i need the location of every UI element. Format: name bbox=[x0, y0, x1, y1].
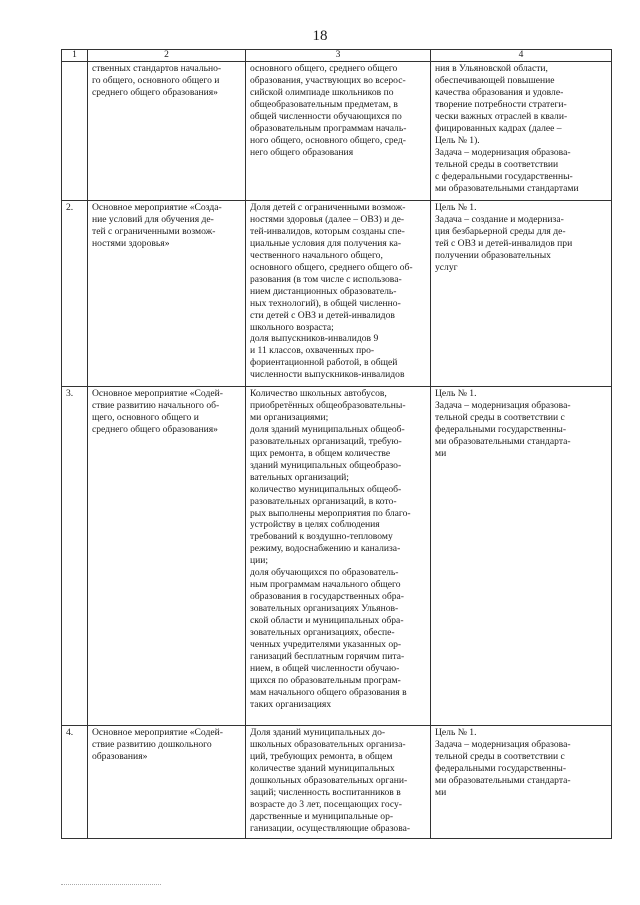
table-header-row bbox=[62, 50, 612, 62]
goals-cell bbox=[431, 387, 612, 726]
goals-text: Цель № 1. Задача – модернизация образова- тельной среды в соответствии с федеральными государственны- ми образовательными стандарта- ми bbox=[435, 388, 571, 459]
indicators-text: основного общего, среднего общего образования, участвующих во всерос- сийской олимпиаде школьников по общеобразовательным предметам, в общей численности обучающихся по образовательным программам началь- ного общего, основного общего, сред- него общего образования bbox=[250, 63, 407, 158]
indicators-cell bbox=[246, 387, 431, 726]
goals-text: ния в Ульяновской области, обеспечивающей повышение качества образования и удовле- творение потребности стратеги- чески важных отраслей в квали- фицированных кадрах (далее – Цель № 1). Задача – модернизация образова- тельной среды в соответствии с федеральными государственны- ми образовательными стандартами bbox=[435, 63, 579, 194]
event-text: Основное мероприятие «Содей- ствие развитию дошкольного образования» bbox=[92, 727, 223, 762]
row-number-cell bbox=[62, 62, 88, 201]
program-events-table bbox=[61, 49, 612, 839]
goals-cell bbox=[431, 726, 612, 839]
column-header: 3 bbox=[246, 50, 431, 62]
goals-text: Цель № 1. Задача – создание и модерниза- ция безбарьерной среды для де- тей с ОВЗ и детей-инвалидов при получении образовательных услуг bbox=[435, 202, 573, 273]
row-number-cell bbox=[62, 726, 88, 839]
event-text: Основное мероприятие «Содей- ствие развитию начального об- щего, основного общего и среднего общего образования» bbox=[92, 388, 223, 435]
indicators-text: Доля детей с ограниченными возмож- ностями здоровья (далее – ОВЗ) и де- тей-инвалидов, которым созданы спе- циальные условия для получения ка- чественного начального общего, основного общего, среднего общего об- разования (в том числе с использова- нием дистанционных образователь- ных технологий), в общей численно- сти детей с ОВЗ и детей-инвалидов школьного возраста; доля выпускников-инвалидов 9 и 11 классов, охваченных про- фориентационной работой, в общей численности выпускников-инвалидов bbox=[250, 202, 413, 381]
goals-cell bbox=[431, 62, 612, 201]
table-row bbox=[62, 62, 612, 201]
footer-divider bbox=[61, 884, 161, 885]
indicators-text: Количество школьных автобусов, приобретённых общеобразовательны- ми организациями; доля зданий муниципальных общеоб- разовательных организаций, требую- щих ремонта, в общем количестве зданий муниципальных общеобразо- вательных организаций; количество муниципальных общеоб- разовательных организаций, в кото- рых выполнены мероприятия по благо- устройству в целях соблюдения требований к воздушно-тепловому режиму, водоснабжению и канализа- ции; доля обучающихся по образователь- ным программам начального общего образования в государственных обра- зовательных организациях Ульянов- ской области и муниципальных обра- зовательных организациях, обеспе- ченных учредителями указанных ор- ганизаций бесплатным горячим пита- нием, в общей численности обучаю- щихся по образовательным програм- мам начального общего образования в таких организациях bbox=[250, 388, 411, 710]
event-cell bbox=[88, 201, 246, 387]
column-header: 4 bbox=[431, 50, 612, 62]
event-text: Основное мероприятие «Созда- ние условий для обучения де- тей с ограниченными возмож- ностями здоровья» bbox=[92, 202, 222, 249]
indicators-cell bbox=[246, 726, 431, 839]
event-cell bbox=[88, 62, 246, 201]
column-header: 2 bbox=[88, 50, 246, 62]
row-number-cell bbox=[62, 387, 88, 726]
indicators-cell bbox=[246, 201, 431, 387]
table-row bbox=[62, 726, 612, 839]
row-number: 3. bbox=[66, 388, 74, 399]
indicators-cell bbox=[246, 62, 431, 201]
page-number: 18 bbox=[312, 28, 328, 44]
event-cell bbox=[88, 387, 246, 726]
table-row bbox=[62, 201, 612, 387]
event-text: ственных стандартов начально- го общего, основного общего и среднего общего образования» bbox=[92, 63, 222, 98]
goals-text: Цель № 1. Задача – модернизация образова- тельной среды в соответствии с федеральными государственны- ми образовательными стандарта- ми bbox=[435, 727, 571, 798]
row-number: 4. bbox=[66, 727, 74, 738]
table-row bbox=[62, 387, 612, 726]
goals-cell bbox=[431, 201, 612, 387]
indicators-text: Доля зданий муниципальных до- школьных образовательных организа- ций, требующих ремонта, в общем количестве зданий муниципальных дошкольных образовательных органи- заций; численность воспитанников в возрасте до 3 лет, посещающих госу- дарственные и муниципальные ор- ганизации, осуществляющие образова- bbox=[250, 727, 411, 834]
row-number-cell bbox=[62, 201, 88, 387]
row-number: 2. bbox=[66, 202, 74, 213]
column-header: 1 bbox=[62, 50, 88, 62]
event-cell bbox=[88, 726, 246, 839]
